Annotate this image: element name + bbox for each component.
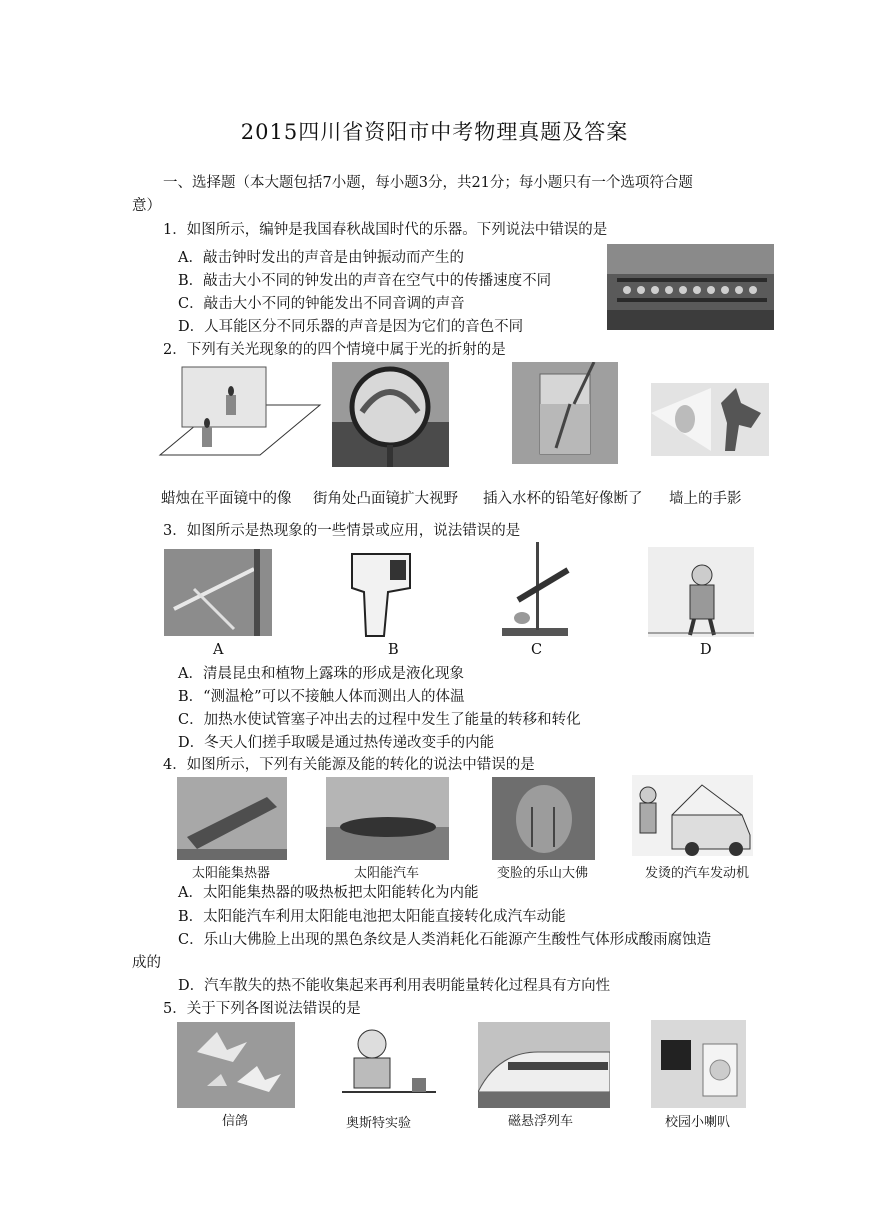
q2-stem: 2．下列有关光现象的的四个情境中属于光的折射的是 bbox=[163, 342, 506, 358]
q3-label-c: C bbox=[531, 642, 543, 658]
q4-caption-2: 太阳能汽车 bbox=[354, 866, 420, 881]
q5-caption-3: 磁悬浮列车 bbox=[508, 1114, 574, 1129]
q2-caption-3: 插入水杯的铅笔好像断了 bbox=[483, 491, 643, 507]
q1-stem: 1．如图所示，编钟是我国春秋战国时代的乐器。下列说法中错误的是 bbox=[163, 222, 608, 238]
q3-option-b: B．“测温枪”可以不接触人体而测出人的体温 bbox=[178, 689, 465, 705]
oersted-experiment-figure bbox=[332, 1022, 446, 1110]
q5-caption-2: 奥斯特实验 bbox=[346, 1116, 412, 1131]
hot-engine-figure bbox=[632, 775, 753, 856]
q1-option-c: C．敲击大小不同的钟能发出不同音调的声音 bbox=[178, 296, 465, 312]
q2-caption-2: 街角处凸面镜扩大视野 bbox=[313, 491, 458, 507]
q4-caption-1: 太阳能集热器 bbox=[192, 866, 271, 881]
maglev-train-photo bbox=[478, 1022, 610, 1108]
q2-caption-1: 蜡烛在平面镜中的像 bbox=[161, 491, 292, 507]
q5-caption-1: 信鸽 bbox=[222, 1114, 249, 1129]
section-heading: 一、选择题（本大题包括7小题，每小题3分，共21分；每小题只有一个选项符合题 bbox=[163, 175, 693, 191]
q1-option-a: A．敲击钟时发出的声音是由钟振动而产生的 bbox=[178, 250, 464, 266]
convex-mirror-photo bbox=[332, 362, 449, 467]
solar-collector-photo bbox=[177, 777, 287, 860]
q3-label-d: D bbox=[700, 642, 712, 658]
q4-option-c: C．乐山大佛脸上出现的黑色条纹是人类消耗化石能源产生酸性气体形成酸雨腐蚀造 bbox=[178, 932, 712, 948]
q3-option-d: D．冬天人们搓手取暖是通过热传递改变手的内能 bbox=[178, 735, 495, 751]
section-heading-cont: 意） bbox=[132, 198, 161, 214]
q3-option-c: C．加热水使试管塞子冲出去的过程中发生了能量的转移和转化 bbox=[178, 712, 581, 728]
q1-option-b: B．敲击大小不同的钟发出的声音在空气中的传播速度不同 bbox=[178, 273, 552, 289]
q4-caption-3: 变脸的乐山大佛 bbox=[497, 866, 589, 881]
bianzhong-photo bbox=[607, 244, 774, 330]
q4-option-c-cont: 成的 bbox=[132, 955, 161, 971]
q3-stem: 3．如图所示是热现象的一些情景或应用，说法错误的是 bbox=[163, 523, 521, 539]
leshan-buddha-photo bbox=[492, 777, 595, 860]
q5-stem: 5．关于下列各图说法错误的是 bbox=[163, 1001, 361, 1017]
dragonfly-dew-photo bbox=[164, 549, 272, 636]
q3-option-a: A．清晨昆虫和植物上露珠的形成是液化现象 bbox=[178, 666, 464, 682]
rubbing-hands-figure bbox=[648, 547, 754, 637]
q3-label-a: A bbox=[213, 642, 224, 658]
hand-shadow-figure bbox=[651, 383, 769, 456]
pencil-in-water-photo bbox=[512, 362, 618, 464]
pigeons-photo bbox=[177, 1022, 295, 1108]
q5-caption-4: 校园小喇叭 bbox=[665, 1115, 731, 1130]
page-title: 2015四川省资阳市中考物理真题及答案 bbox=[240, 120, 629, 144]
q4-option-b: B．太阳能汽车利用太阳能电池把太阳能直接转化成汽车动能 bbox=[178, 909, 566, 925]
q4-option-d: D．汽车散失的热不能收集起来再利用表明能量转化过程具有方向性 bbox=[178, 978, 611, 994]
q4-option-a: A．太阳能集热器的吸热板把太阳能转化为内能 bbox=[178, 885, 479, 901]
school-speaker-photo bbox=[651, 1020, 746, 1108]
q3-label-b: B bbox=[388, 642, 399, 658]
test-tube-apparatus-figure bbox=[498, 540, 574, 639]
q4-caption-4: 发烫的汽车发动机 bbox=[645, 866, 750, 881]
q2-caption-4: 墙上的手影 bbox=[669, 491, 742, 507]
solar-car-photo bbox=[326, 777, 449, 860]
thermometer-gun-figure bbox=[344, 548, 414, 640]
q1-option-d: D．人耳能区分不同乐器的声音是因为它们的音色不同 bbox=[178, 319, 524, 335]
q4-stem: 4．如图所示，下列有关能源及能的转化的说法中错误的是 bbox=[163, 757, 535, 773]
candle-mirror-figure bbox=[150, 365, 322, 465]
